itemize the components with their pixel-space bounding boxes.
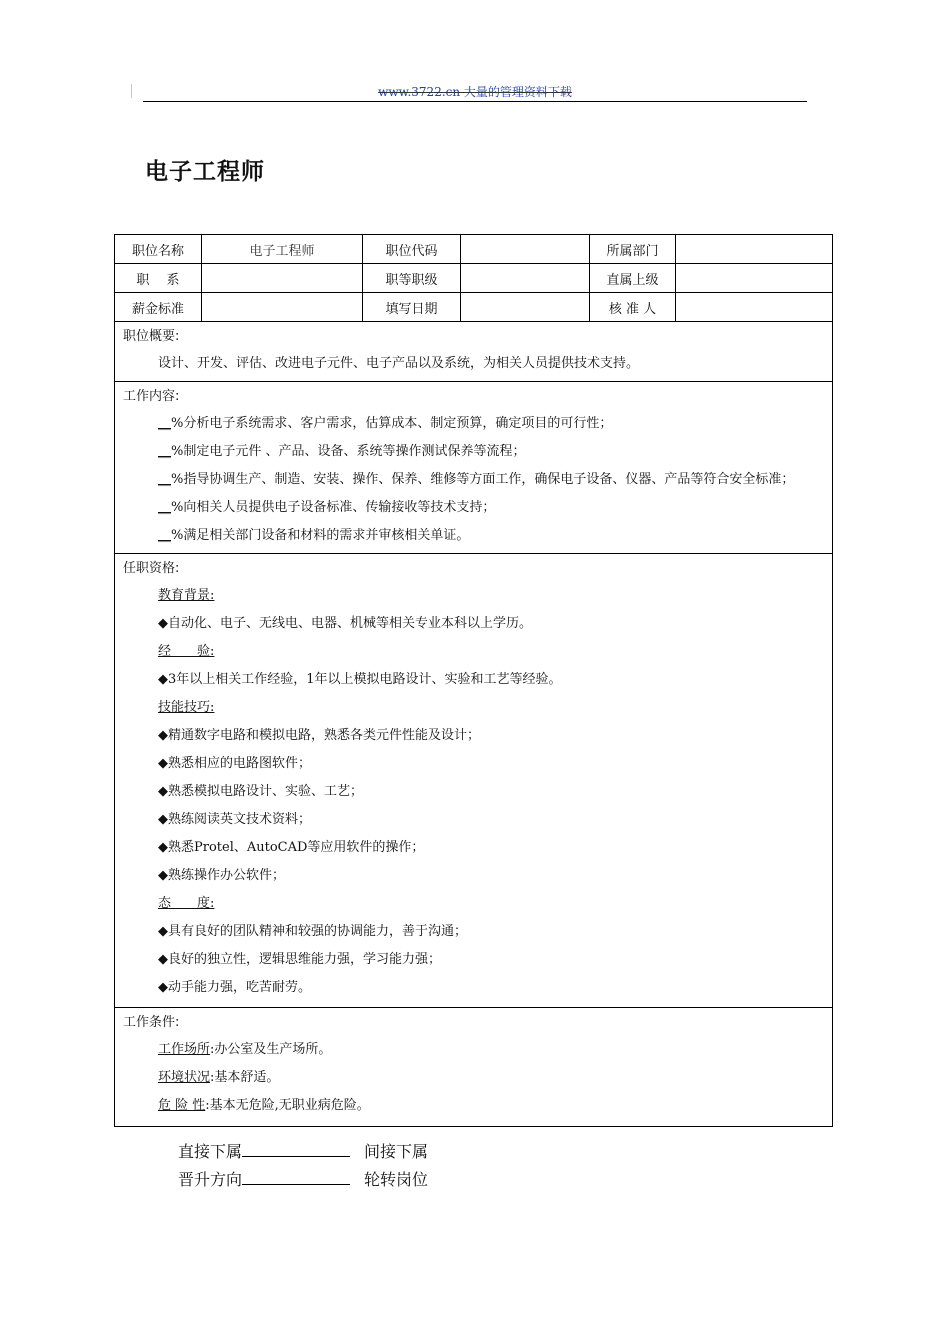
- grade-label: 职等职级: [363, 264, 461, 292]
- duty-item: __%满足相关部门设备和材料的需求并审核相关单证。: [158, 528, 470, 543]
- overview-section: [115, 322, 832, 382]
- promotion-label: 晋升方向: [178, 1170, 243, 1189]
- direct-subordinate-label: 直接下属: [178, 1142, 243, 1161]
- attitude-item: ◆具有良好的团队精神和较强的协调能力，善于沟通；: [158, 924, 467, 939]
- weight-blank: __: [158, 444, 171, 459]
- duty-item: __%制定电子元件 、产品、设备、系统等操作测试保养等流程；: [158, 444, 526, 459]
- skills-label: 技能技巧:: [158, 700, 215, 715]
- subordinates-row: [178, 1139, 428, 1162]
- overview-heading: 职位概要:: [123, 329, 180, 344]
- direct-subordinate-blank[interactable]: [242, 1140, 350, 1157]
- attitude-item: ◆良好的独立性，逻辑思维能力强，学习能力强；: [158, 952, 441, 967]
- approver-label: 核 准 人: [590, 293, 676, 321]
- salary-value: [202, 293, 363, 321]
- education-label: 教育背景:: [158, 588, 215, 603]
- duties-section: [115, 382, 832, 554]
- page-corner-mark: [131, 84, 132, 98]
- header-link[interactable]: www.3722.cn 大量的管理资料下载: [378, 85, 572, 99]
- risk-label: 危 险 性: [158, 1098, 206, 1113]
- position-name-label: 职位名称: [115, 235, 202, 263]
- career-row: [178, 1167, 428, 1190]
- weight-blank: __: [158, 528, 171, 543]
- supervisor-value: [676, 264, 832, 292]
- experience-label: 经 验:: [158, 644, 215, 659]
- work-place-line: [123, 1036, 824, 1064]
- conditions-heading: 工作条件:: [123, 1015, 180, 1030]
- meta-row-3: [115, 293, 832, 322]
- fill-date-value: [461, 293, 590, 321]
- indirect-subordinate-label: 间接下属: [364, 1142, 429, 1161]
- skill-item: ◆熟悉相应的电路图软件；: [158, 756, 311, 771]
- attitude-item: ◆动手能力强，吃苦耐劳。: [158, 980, 311, 995]
- education-item: ◆自动化、电子、无线电、电器、机械等相关专业本科以上学历。: [158, 616, 532, 631]
- meta-row-2: [115, 264, 832, 293]
- position-name-value: 电子工程师: [202, 235, 363, 263]
- risk-line: [123, 1092, 824, 1120]
- attitude-label: 态 度:: [158, 896, 215, 911]
- meta-row-1: [115, 235, 832, 264]
- promotion-blank[interactable]: [242, 1168, 350, 1185]
- job-description-form: [114, 234, 833, 1127]
- duty-item: __%指导协调生产、制造、安装、操作、保养、维修等方面工作，确保电子设备、仪器、产品等符合安全标准；: [158, 472, 795, 487]
- job-family-label: 职 系: [115, 264, 202, 292]
- header-rule: [143, 101, 807, 102]
- weight-blank: __: [158, 500, 171, 515]
- skill-item: ◆熟悉Protel、AutoCAD等应用软件的操作；: [158, 840, 425, 855]
- duty-item: __%分析电子系统需求、客户需求，估算成本、制定预算，确定项目的可行性；: [158, 416, 613, 431]
- grade-value: [461, 264, 590, 292]
- supervisor-label: 直属上级: [590, 264, 676, 292]
- weight-blank: __: [158, 472, 171, 487]
- conditions-section: [115, 1008, 832, 1126]
- duties-heading: 工作内容:: [123, 389, 180, 404]
- environment-label: 环境状况: [158, 1070, 211, 1085]
- approver-value: [676, 293, 832, 321]
- job-family-value: [202, 264, 363, 292]
- skill-item: ◆精通数字电路和模拟电路，熟悉各类元件性能及设计；: [158, 728, 480, 743]
- position-code-label: 职位代码: [363, 235, 461, 263]
- work-place-value: :办公室及生产场所。: [210, 1042, 332, 1057]
- fill-date-label: 填写日期: [363, 293, 461, 321]
- experience-item: ◆3年以上相关工作经验，1年以上模拟电路设计、实验和工艺等经验。: [158, 672, 562, 687]
- work-place-label: 工作场所: [158, 1042, 211, 1057]
- overview-text: 设计、开发、评估、改进电子元件、电子产品以及系统，为相关人员提供技术支持。: [158, 356, 640, 371]
- environment-value: :基本舒适。: [210, 1070, 280, 1085]
- salary-label: 薪金标准: [115, 293, 202, 321]
- qualifications-heading: 任职资格:: [123, 561, 180, 576]
- qualifications-section: [115, 554, 832, 1008]
- page-title: 电子工程师: [145, 159, 265, 185]
- rotation-label: 轮转岗位: [364, 1170, 429, 1189]
- department-label: 所属部门: [590, 235, 676, 263]
- department-value: [676, 235, 832, 263]
- skill-item: ◆熟悉模拟电路设计、实验、工艺；: [158, 784, 363, 799]
- position-code-value: [461, 235, 590, 263]
- duty-item: __%向相关人员提供电子设备标准、传输接收等技术支持；: [158, 500, 496, 515]
- skill-item: ◆熟练阅读英文技术资料；: [158, 812, 311, 827]
- risk-value: :基本无危险,无职业病危险。: [205, 1098, 370, 1113]
- weight-blank: __: [158, 416, 171, 431]
- skill-item: ◆熟练操作办公软件；: [158, 868, 285, 883]
- environment-line: [123, 1064, 824, 1092]
